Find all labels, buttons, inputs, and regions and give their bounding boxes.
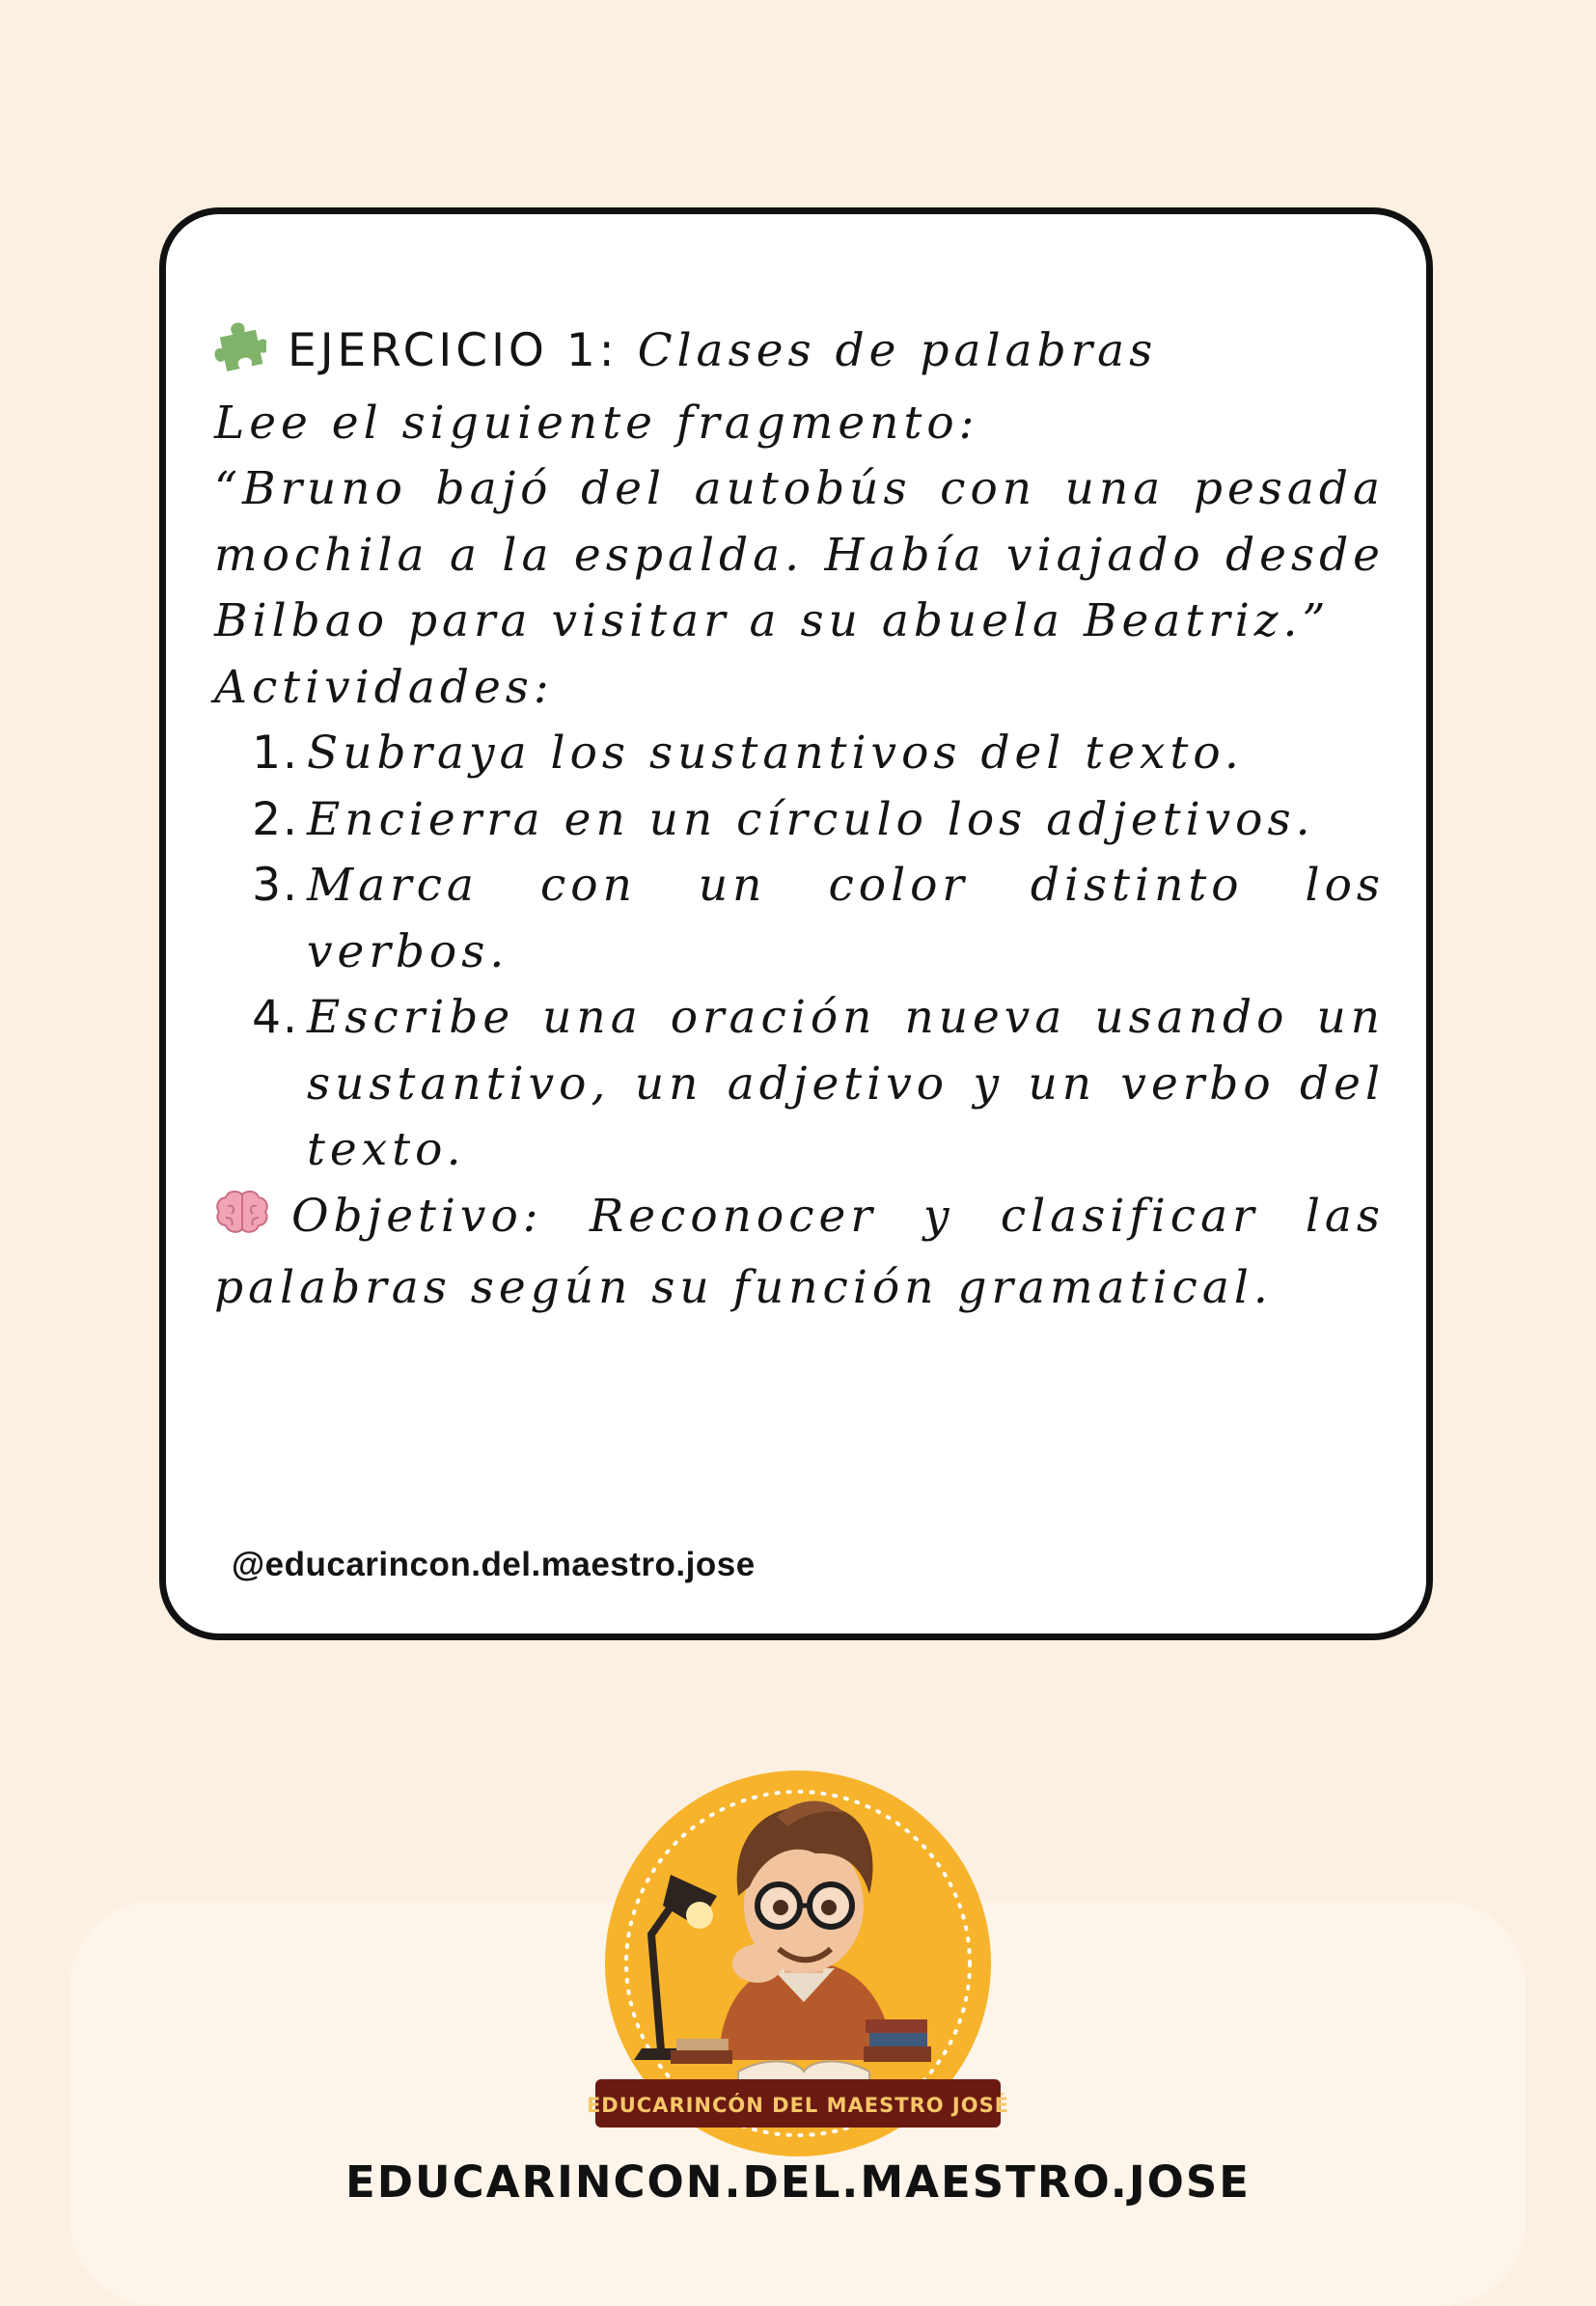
exercise-content [214, 318, 1385, 1322]
instagram-handle: @educarincon.del.maestro.jose [232, 1546, 756, 1583]
brand-logo [574, 1771, 1022, 2156]
activity-text: Marca con un color distinto los verbos. [307, 859, 1385, 978]
activity-number: 3. [252, 859, 299, 912]
activity-item [214, 721, 1385, 787]
brain-icon [214, 1189, 270, 1256]
activities-list [214, 721, 1385, 1184]
activity-number: 2. [252, 792, 299, 846]
activity-item [214, 853, 1385, 985]
objective-statement: Objetivo: Reconocer y clasificar las palabras según su función gramatical. [214, 1189, 1385, 1314]
activity-item [214, 985, 1385, 1184]
objective-text [214, 1184, 1385, 1322]
logo-banner-text: EDUCARINCÓN DEL MAESTRO JOSÉ [586, 2094, 1010, 2117]
exercise-card [159, 207, 1433, 1640]
exercise-topic: Clases de palabras [637, 324, 1158, 377]
activity-text: Encierra en un círculo los adjetivos. [307, 792, 1315, 846]
activities-heading: Actividades: [214, 660, 554, 714]
activity-number: 1. [252, 727, 299, 780]
activity-item [214, 787, 1385, 854]
activity-number: 4. [252, 991, 299, 1044]
passage-text: “Bruno bajó del autobús con una pesada mochila a la espalda. Había viajado desde Bilbao para visitar a su abuela Beatriz.” [214, 462, 1385, 647]
footer-handle: EDUCARINCON.DEL.MAESTRO.JOSE [344, 2156, 1252, 2208]
exercise-number: EJERCICIO 1: [288, 324, 619, 377]
logo-illustration [574, 1771, 1022, 2156]
activity-text: Escribe una oración nueva usando un sustantivo, un adjetivo y un verbo del texto. [307, 991, 1385, 1176]
activity-text: Subraya los sustantivos del texto. [307, 727, 1244, 780]
puzzle-piece-icon [214, 319, 266, 391]
exercise-title [214, 318, 1385, 391]
instruction-text: Lee el siguiente fragmento: [214, 396, 979, 450]
